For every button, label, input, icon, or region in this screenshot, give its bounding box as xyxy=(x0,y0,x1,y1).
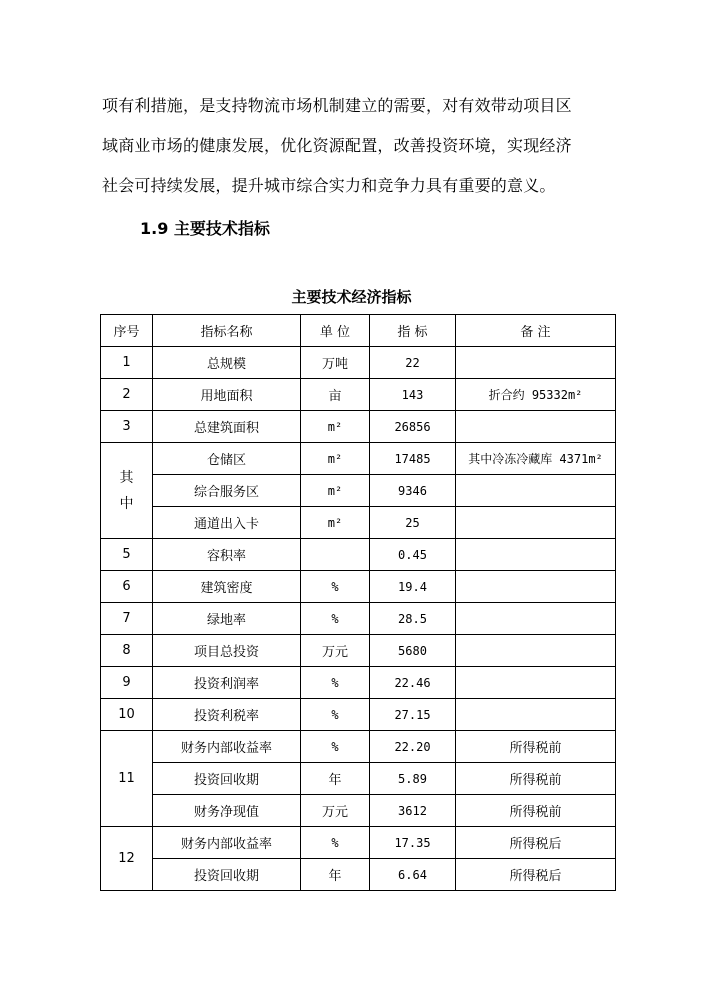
cell-unit: 年 xyxy=(301,763,370,795)
cell-value: 17485 xyxy=(370,443,456,475)
cell-value: 22 xyxy=(370,347,456,379)
cell-note: 所得税后 xyxy=(456,859,616,891)
cell-value: 9346 xyxy=(370,475,456,507)
cell-name: 综合服务区 xyxy=(153,475,301,507)
table-row xyxy=(101,443,616,475)
cell-unit: % xyxy=(301,699,370,731)
cell-note: 所得税前 xyxy=(456,795,616,827)
cell-unit: % xyxy=(301,827,370,859)
table-row xyxy=(101,411,616,443)
cell-value: 5.89 xyxy=(370,763,456,795)
cell-note: 所得税前 xyxy=(456,763,616,795)
cell-value: 17.35 xyxy=(370,827,456,859)
cell-seq: 11 xyxy=(101,731,153,827)
cell-value: 26856 xyxy=(370,411,456,443)
table-row xyxy=(101,827,616,859)
table-row xyxy=(101,859,616,891)
cell-unit: m² xyxy=(301,443,370,475)
section-heading: 1.9 主要技术指标 xyxy=(140,219,270,238)
table-row xyxy=(101,699,616,731)
cell-unit: m² xyxy=(301,507,370,539)
table-row xyxy=(101,347,616,379)
table-row xyxy=(101,795,616,827)
cell-value: 28.5 xyxy=(370,603,456,635)
cell-unit: 亩 xyxy=(301,379,370,411)
cell-seq: 12 xyxy=(101,827,153,891)
cell-name: 投资利税率 xyxy=(153,699,301,731)
cell-note xyxy=(456,667,616,699)
cell-name: 投资利润率 xyxy=(153,667,301,699)
cell-note xyxy=(456,699,616,731)
cell-name: 投资回收期 xyxy=(153,859,301,891)
cell-seq: 1 xyxy=(101,347,153,379)
table-row xyxy=(101,635,616,667)
table-row xyxy=(101,731,616,763)
cell-note: 折合约 95332m² xyxy=(456,379,616,411)
header-seq: 序号 xyxy=(101,315,153,347)
cell-value: 3612 xyxy=(370,795,456,827)
indicator-table xyxy=(100,314,616,891)
cell-note: 所得税前 xyxy=(456,731,616,763)
table-row xyxy=(101,475,616,507)
cell-unit: 万吨 xyxy=(301,347,370,379)
cell-seq: 2 xyxy=(101,379,153,411)
table-row xyxy=(101,539,616,571)
table-row xyxy=(101,379,616,411)
cell-note xyxy=(456,539,616,571)
paragraph-line: 项有利措施，是支持物流市场机制建立的需要，对有效带动项目区 xyxy=(102,96,572,115)
cell-note xyxy=(456,603,616,635)
cell-unit: 万元 xyxy=(301,795,370,827)
paragraph-line: 域商业市场的健康发展，优化资源配置，改善投资环境，实现经济 xyxy=(102,136,572,155)
cell-name: 容积率 xyxy=(153,539,301,571)
cell-value: 143 xyxy=(370,379,456,411)
table-row xyxy=(101,507,616,539)
cell-unit: % xyxy=(301,571,370,603)
cell-note xyxy=(456,411,616,443)
cell-value: 6.64 xyxy=(370,859,456,891)
cell-name: 财务净现值 xyxy=(153,795,301,827)
table-title: 主要技术经济指标 xyxy=(291,288,412,306)
cell-seq: 8 xyxy=(101,635,153,667)
cell-note xyxy=(456,571,616,603)
cell-seq: 3 xyxy=(101,411,153,443)
body-paragraph xyxy=(102,86,622,206)
cell-unit: % xyxy=(301,731,370,763)
table-row xyxy=(101,667,616,699)
group-label-char: 其 xyxy=(119,469,134,486)
cell-unit: 万元 xyxy=(301,635,370,667)
cell-note xyxy=(456,635,616,667)
table-row xyxy=(101,571,616,603)
cell-seq: 6 xyxy=(101,571,153,603)
cell-unit: % xyxy=(301,667,370,699)
header-value: 指 标 xyxy=(370,315,456,347)
cell-seq: 9 xyxy=(101,667,153,699)
cell-name: 建筑密度 xyxy=(153,571,301,603)
cell-unit: 年 xyxy=(301,859,370,891)
cell-value: 27.15 xyxy=(370,699,456,731)
header-unit: 单 位 xyxy=(301,315,370,347)
cell-unit: m² xyxy=(301,475,370,507)
cell-name: 财务内部收益率 xyxy=(153,731,301,763)
table-header-row xyxy=(101,315,616,347)
cell-unit: % xyxy=(301,603,370,635)
cell-name: 通道出入卡 xyxy=(153,507,301,539)
cell-name: 用地面积 xyxy=(153,379,301,411)
cell-name: 财务内部收益率 xyxy=(153,827,301,859)
cell-seq: 10 xyxy=(101,699,153,731)
cell-name: 仓储区 xyxy=(153,443,301,475)
cell-value: 5680 xyxy=(370,635,456,667)
cell-name: 总规模 xyxy=(153,347,301,379)
group-label-char: 中 xyxy=(119,495,134,512)
cell-value: 22.46 xyxy=(370,667,456,699)
cell-unit: m² xyxy=(301,411,370,443)
cell-note xyxy=(456,507,616,539)
cell-name: 投资回收期 xyxy=(153,763,301,795)
header-name: 指标名称 xyxy=(153,315,301,347)
table-row xyxy=(101,763,616,795)
cell-note xyxy=(456,475,616,507)
cell-note: 所得税后 xyxy=(456,827,616,859)
cell-seq: 5 xyxy=(101,539,153,571)
cell-value: 25 xyxy=(370,507,456,539)
cell-note xyxy=(456,347,616,379)
header-note: 备 注 xyxy=(456,315,616,347)
cell-value: 22.20 xyxy=(370,731,456,763)
cell-name: 绿地率 xyxy=(153,603,301,635)
cell-value: 0.45 xyxy=(370,539,456,571)
paragraph-line: 社会可持续发展，提升城市综合实力和竞争力具有重要的意义。 xyxy=(102,176,556,195)
cell-unit xyxy=(301,539,370,571)
cell-name: 项目总投资 xyxy=(153,635,301,667)
table-row xyxy=(101,603,616,635)
cell-name: 总建筑面积 xyxy=(153,411,301,443)
cell-note: 其中冷冻冷藏库 4371m² xyxy=(456,443,616,475)
cell-group-label xyxy=(101,443,153,539)
cell-value: 19.4 xyxy=(370,571,456,603)
cell-seq: 7 xyxy=(101,603,153,635)
